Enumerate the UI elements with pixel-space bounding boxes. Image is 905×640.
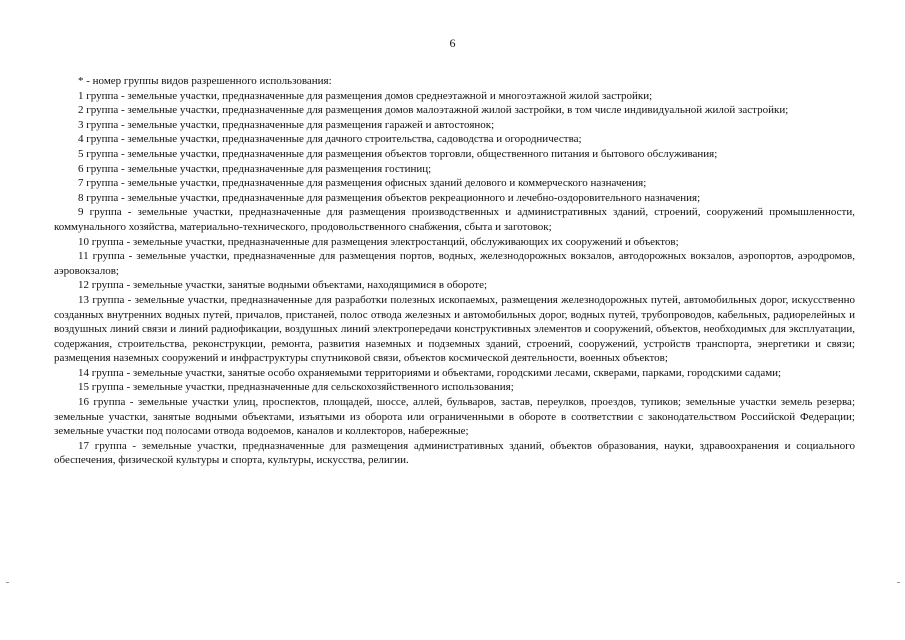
group-5-paragraph: 5 группа - земельные участки, предназначенные для размещения объектов торговли, общественного питания и бытового обслуживания;: [78, 147, 718, 160]
group-7-paragraph: 7 группа - земельные участки, предназначенные для размещения офисных зданий делового и коммерческого назначения;: [78, 177, 647, 190]
group-4-paragraph: 4 группа - земельные участки, предназначенные для дачного строительства, садоводства и огородничества;: [78, 133, 582, 146]
scan-edge-mark-right: [897, 582, 900, 583]
group-10-paragraph: 10 группа - земельные участки, предназначенные для размещения электростанций, обслуживающих их сооружений и объектов;: [78, 235, 679, 248]
group-1-paragraph: 1 группа - земельные участки, предназначенные для размещения домов среднеэтажной и многоэтажной жилой застройки;: [78, 89, 653, 102]
document-body: [54, 74, 855, 468]
group-8-paragraph: 8 группа - земельные участки, предназначенные для размещения объектов рекреационного и лечебно-оздоровительного назначения;: [78, 191, 701, 204]
group-17-paragraph: 17 группа - земельные участки, предназначенные для размещения административных зданий, объектов образования, науки, здравоохранения и социального обеспечения, физической культуры и спорта, культуры, искусства, религии.: [54, 439, 855, 467]
group-11-paragraph: 11 группа - земельные участки, предназначенные для размещения портов, водных, железнодорожных вокзалов, автодорожных вокзалов, аэропортов, аэродромов, аэровокзалов;: [54, 250, 855, 277]
group-15-paragraph: 15 группа - земельные участки, предназначенные для сельскохозяйственного использования;: [78, 381, 514, 394]
group-16-paragraph: 16 группа - земельные участки улиц, проспектов, площадей, шоссе, аллей, бульваров, застав, переулков, проездов, тупиков; земельные участки земель резерва; земельные участки, занятые водными объектами, изъятыми из оборота или ограниченными в обороте в соответствии с законодательством Российской Федерации; земельные участки под полосами отвода водоемов, каналов и коллекторов, набережные;: [54, 396, 855, 438]
group-6-paragraph: 6 группа - земельные участки, предназначенные для размещения гостиниц;: [78, 162, 432, 175]
footnote-intro: * - номер группы видов разрешенного использования:: [78, 75, 332, 87]
scan-edge-mark-left: [6, 582, 9, 583]
group-13-paragraph: 13 группа - земельные участки, предназначенные для разработки полезных ископаемых, размещения железнодорожных путей, автомобильных дорог, искусственно созданных внутренних водных путей, причалов, пристаней, полос отвода железных и автомобильных дорог, водных путей, трубопроводов, кабельных, радиорелейных и воздушных линий связи и линий радиофикации, воздушных линий электропередачи конструктивных элементов и сооружений, объектов, необходимых для эксплуатации, содержания, строительства, реконструкции, ремонта, развития наземных и подземных зданий, строений, сооружений, устройств транспорта, энергетики и связи; размещения наземных сооружений и инфраструктуры спутниковой связи, объектов космической деятельности, военных объектов;: [54, 293, 855, 365]
group-3-paragraph: 3 группа - земельные участки, предназначенные для размещения гаражей и автостоянок;: [78, 118, 495, 131]
group-12-paragraph: 12 группа - земельные участки, занятые водными объектами, находящимися в обороте;: [78, 279, 488, 292]
group-14-paragraph: 14 группа - земельные участки, занятые особо охраняемыми территориями и объектами, городскими лесами, скверами, парками, городскими садами;: [78, 366, 782, 379]
group-9-paragraph: 9 группа - земельные участки, предназначенные для размещения производственных и административных зданий, строений, сооружений промышленности, коммунального хозяйства, материально-технического, продовольственного снабжения, сбыта и заготовок;: [54, 206, 855, 233]
group-2-paragraph: 2 группа - земельные участки, предназначенные для размещения домов малоэтажной жилой застройки, в том числе индивидуальной жилой застройки;: [78, 104, 789, 117]
page-number: 6: [449, 36, 456, 50]
